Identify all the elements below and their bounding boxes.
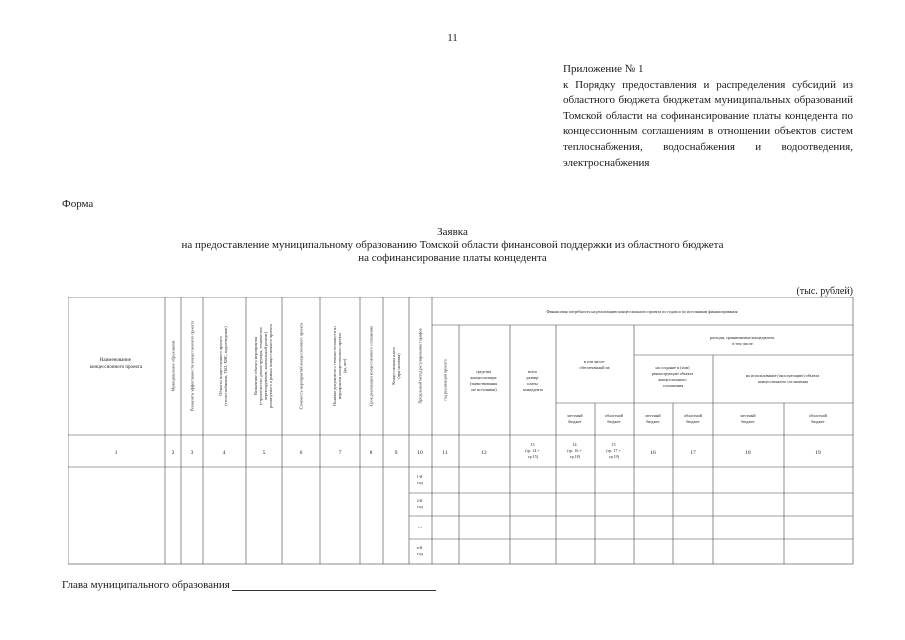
svg-text:Концессионная плата(при наличи: Концессионная плата(при наличии) [391, 347, 401, 385]
appendix-title: Приложение № 1 [563, 63, 644, 75]
header-concession-fee [391, 347, 401, 385]
header-financial-need: Финансовая потребность на реализацию концессионного проекта по годам и по источникам финансирования [546, 309, 738, 314]
col-number-3: 3 [190, 450, 194, 456]
col-number-4: 4 [222, 450, 226, 456]
header-efficiency [190, 321, 195, 411]
header-in-total-provided: в том числе: обеспеченный из: [579, 359, 611, 370]
application-subtitle-1: на предоставление муниципальному образованию Томской области финансовой поддержки из областного бюджета [181, 239, 724, 251]
header-term [369, 326, 374, 406]
header-purpose [253, 324, 273, 408]
signature-block [62, 579, 436, 591]
year-row-ellipsis: ... [417, 524, 423, 530]
col-number-13: 13 (гр. 14 + гр.15) [525, 442, 540, 459]
header-tariff-method [418, 328, 423, 403]
header-creation-reconstruction: на создание и (или) реконструкцию объекта концессионного соглашения [651, 365, 694, 388]
column-number-row [115, 442, 821, 459]
header-year [443, 359, 448, 401]
header-regional-budget-19: областной бюджет [809, 413, 827, 424]
application-subtitle-2: на софинансирование платы концедента [358, 252, 547, 264]
header-grantor-expenses: расходы, принимаемые концедентом, в том числе: [710, 335, 775, 346]
col-number-11: 11 [442, 450, 448, 456]
header-total-fee: всего размер платы концедента [523, 369, 543, 392]
form-label: Форма [62, 198, 94, 210]
svg-text:Наличие документов о степени г: Наличие документов о степени готовности измероприятия концессионного проекта(да, нет) [332, 326, 347, 406]
col-number-17: 17 [690, 450, 696, 456]
application-title-block [0, 226, 905, 265]
svg-text:Муниципальное образование: Муниципальное образование [170, 340, 176, 392]
header-usage-operation: на использование (эксплуатацию) объекта концессионного соглашения [745, 373, 820, 384]
header-local-budget-14: местный бюджет [567, 413, 583, 424]
appendix-block [563, 62, 853, 171]
col-number-2: 2 [171, 450, 175, 456]
col-number-1: 1 [114, 450, 118, 456]
col-number-5: 5 [262, 450, 266, 456]
col-number-8: 8 [369, 450, 373, 456]
units-label: (тыс. рублей) [796, 286, 853, 297]
col-number-16: 16 [650, 450, 656, 456]
header-project-name: Наименование концессионного проекта [89, 358, 143, 370]
col-number-10: 10 [417, 450, 423, 456]
svg-text:Назначение объекта мероприятия: Назначение объекта мероприятия(строительство, реконструкция, техническоеперевооружение, капитальный ремонт)реализуемого в рамках концессионного проекта [253, 324, 273, 408]
svg-text:Объекты концессионного проекта: Объекты концессионного проекта(теплоснабжение, ТБО, ХВС, водоотведение) [218, 326, 228, 406]
svg-text:Срок реализации концессионного: Срок реализации концессионного соглашения [368, 325, 374, 407]
svg-text:Реквизиты эффективности концес: Реквизиты эффективности концессионного проекта [189, 320, 195, 412]
col-number-18: 18 [745, 450, 751, 456]
year-row-2: 2-й год [416, 498, 423, 509]
col-number-9: 9 [394, 450, 398, 456]
col-number-14: 14 (гр. 16 + гр.18) [567, 442, 582, 459]
header-regional-budget-15: областной бюджет [605, 413, 623, 424]
year-row-1: 1-й год [416, 474, 423, 485]
svg-text:Предельный метод регулирования: Предельный метод регулирования тарифов [417, 328, 423, 404]
year-row-n: n-й год [416, 545, 423, 556]
header-objects [218, 326, 229, 406]
col-number-6: 6 [299, 450, 303, 456]
col-number-19: 19 [815, 450, 821, 456]
header-local-budget-18: местный бюджет [740, 413, 756, 424]
page-number: 11 [447, 32, 458, 44]
application-title: Заявка [437, 226, 468, 238]
svg-text:год реализации проекта: год реализации проекта [442, 359, 448, 401]
svg-text:Стоимость мероприятий концесси: Стоимость мероприятий концессионного проекта [298, 322, 304, 410]
header-cost [299, 322, 304, 409]
col-number-15: 15 (гр. 17 + гр.19) [606, 442, 621, 459]
signature-label: Глава муниципального образования [62, 579, 230, 591]
header-municipality [171, 340, 176, 391]
col-number-12: 12 [481, 450, 487, 456]
header-concessionaire-funds: средства концессионера (заимствования ые источники) [469, 369, 498, 392]
header-local-budget-16: местный бюджет [645, 413, 661, 424]
col-number-7: 7 [338, 450, 342, 456]
signature-line [232, 579, 436, 591]
header-regional-budget-17: областной бюджет [684, 413, 702, 424]
appendix-body: к Порядку предоставления и распределения субсидий из областного бюджета бюджетам муниципальных образований Томской области на софинансирование платы концедента по концессионным соглашениям в отношении объектов систем теплоснабжения, водоснабжения и водоотведения, электроснабжения [563, 78, 853, 169]
application-table [68, 297, 854, 565]
header-readiness [332, 326, 348, 406]
